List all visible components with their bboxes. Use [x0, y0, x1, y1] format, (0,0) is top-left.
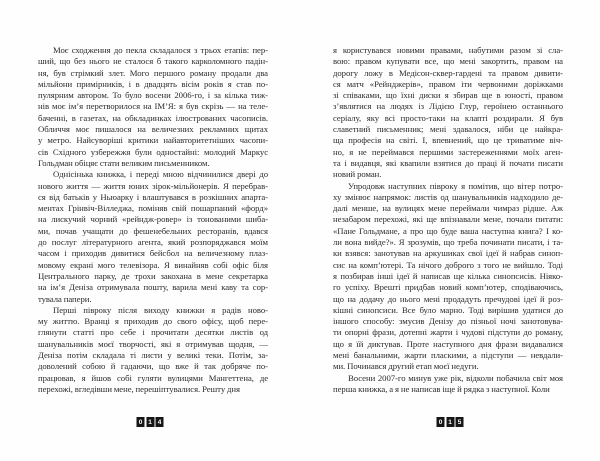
text-line: но, я не переймався першими застереженнями моїх аген-	[333, 146, 563, 157]
text-line: Упродовж наступних півроку я помітив, що вітер потро-	[348, 180, 563, 191]
text-line: пулярним автором. То було восени 2006-го, і за кілька тиж-	[38, 90, 268, 101]
left-page-text	[38, 45, 268, 395]
page-number-digit: 5	[456, 417, 464, 427]
paragraph	[333, 45, 563, 181]
text-line: Однісінька книжка, і переді мною відчинилися двері до	[53, 169, 268, 180]
text-line: перехожі, вгледівши мене, перешіптувалися. Решту дня	[38, 383, 240, 394]
paragraph	[38, 45, 268, 169]
text-line: мені банальними, жарти пласкими, а підступи — невдали-	[333, 350, 563, 361]
text-line: Гольдман обіцяє стати великим письменником.	[38, 157, 210, 168]
text-line: го успіху. Врешті придбав новий комп’ютер, сподіваючись,	[333, 282, 563, 293]
text-line: баченні, в газетах, на обкладинках ілюстрованих часописів.	[38, 112, 268, 123]
text-line: незабаром перехожі, які ще впізнавали мене, почали питати:	[333, 214, 563, 225]
text-line: му життю. Вранці я приходив до свого офісу, щоб пере-	[38, 316, 268, 327]
text-line: мільйони примірників, і в двадцять вісім років я став по-	[38, 78, 268, 89]
text-line: нового життя — життя юних зірок-мільйонерів. Я перебрав-	[38, 180, 268, 191]
page-number-digit: 1	[446, 417, 454, 427]
text-line: перша книжка, а я не написав іще й рядка з наступної. Коли	[333, 383, 550, 394]
text-line: зі співаками, що їхні диски я збирав ще в юності, правом	[333, 90, 563, 101]
text-line: ся матч «Рейнджерів», правом іти червоними доріжками	[333, 78, 563, 89]
text-line: ща професія на світі. І, впевнений, що це триватиме віч-	[333, 135, 563, 146]
page-number-digit: 0	[137, 417, 145, 427]
page-number-digit: 1	[146, 417, 154, 427]
text-line: далі менше, на вулицях мене переймали чимраз рідше. Аж	[333, 203, 563, 214]
text-line: глянути статті про себе і прочитати десятки листів од	[38, 327, 268, 338]
text-line: шанувальників моєї творчості, які я отримував щодня, —	[38, 338, 268, 349]
text-line: та і видавця, які квапили взятися до праці й почати писати	[333, 157, 563, 168]
text-line: ся від батьків у Ньюарку і влаштувався в розкішних апарта-	[38, 191, 268, 202]
text-line: я користувався новими правами, набутими разом зі сла-	[333, 45, 563, 55]
text-line: Восени 2007-го минув уже рік, відколи побачила світ моя	[348, 372, 563, 383]
text-line: працював, я йшов собі гуляти вулицями Мангеттена, де	[38, 372, 268, 383]
text-line: серіалу, яку всі просто-таки на клапті роздирали. Я був	[333, 112, 563, 123]
text-line: ху змінює напрямок: листів од шанувальників надходило де-	[333, 191, 563, 202]
left-page-number	[137, 417, 164, 427]
text-line: новий роман.	[333, 169, 382, 180]
paragraph	[38, 169, 268, 305]
text-line: тувала папери.	[38, 293, 92, 304]
text-line: ментах Грінвіч-Вілледжа, поміняв свій пошарпаний «форд»	[38, 203, 268, 214]
text-line: Перші півроку після виходу книжки я радів ново-	[53, 304, 268, 315]
right-page-number	[437, 417, 464, 427]
paragraph	[333, 373, 563, 396]
text-line: сис на комп’ютері. Та нічого доброго з того не вийшло. Тоді	[333, 259, 563, 270]
page-number-digit: 4	[156, 417, 164, 427]
text-line: Центрального парку, де трохи закохана в мене секретарка	[38, 270, 268, 281]
text-line: ли вона вийде?». Я зрозумів, що треба починати писати, і та-	[333, 237, 563, 248]
text-line: що я їй диктував. Проте наступного дня фрази видавалися	[333, 338, 563, 349]
text-line: нів моє ім’я перетворилося на ІМ’Я: я був скрізь — на теле-	[38, 101, 268, 112]
text-line: іншого способу: змусив Денізу до пізньої ночі занотовува-	[333, 316, 563, 327]
page-number-digit: 0	[437, 417, 445, 427]
text-line: з’являтися на людях із Лідією Глур, героїнею останнього	[333, 101, 563, 112]
text-line: на лискучий чорний «рейндж-ровер» із тонованими шиба-	[38, 214, 268, 225]
text-line: славетний письменник; мені здавалося, ніби це найкра-	[333, 124, 563, 135]
text-line: ми. Починався другий етап моєї недуги.	[333, 361, 479, 372]
text-line: дорогу ложу в Медісон-сквер-гардені та правом дивити-	[333, 67, 563, 78]
paragraph	[333, 181, 563, 373]
right-page[interactable]	[300, 0, 600, 461]
text-line: Моє сходження до пекла складалося з трьох етапів: пер-	[53, 45, 268, 55]
text-line: у метро. Найсуворіші критики найавторитетніших часопи-	[38, 135, 268, 146]
text-line: Деніза потім складала ті листи у великі теки. Потім, за-	[38, 350, 268, 361]
text-line: часом і приходив дивитися бейсбол на величезному плаз-	[38, 248, 268, 259]
text-line: сів Східного узбережжя були одностайні: молодий Маркус	[38, 146, 268, 157]
right-page-text	[333, 45, 563, 395]
text-line: що на додачу до нього мені продадуть пречудові ідеї й роз-	[333, 293, 563, 304]
text-line: кішні синопсиси. Все було марно. Тоді вирішив удатися до	[333, 304, 563, 315]
text-line: я позбирав інші ідеї й написав ще кілька синопсисів. Ніяко-	[333, 270, 563, 281]
text-line: ший, що без нього не сталося б такого карколомного падін-	[38, 56, 268, 67]
text-line: «Пане Гольдмане, а про що буде ваша наступна книга? І ко-	[333, 225, 563, 236]
paragraph	[38, 305, 268, 395]
text-line: ми, почав учащати до фешенебельних ресторанів, вдався	[38, 225, 268, 236]
text-line: ки взявся: занотував на аркушиках свої ідеї й набрав синоп-	[333, 248, 563, 259]
text-line: вою: правом купувати все, що мені закортить, правом на	[333, 56, 563, 67]
text-line: Обличчя моє пишалося на величезних рекламних щитах	[38, 124, 268, 135]
text-line: до послуг літературного агента, який розпоряджався моїм	[38, 237, 268, 248]
text-line: доволений собою й гадаючи, що вже й так добряче по-	[38, 361, 268, 372]
text-line: ня, був стрімкий злет. Мого першого роману продали два	[38, 67, 268, 78]
text-line: на ім’я Деніза отримувала пошту, варила мені каву та сор-	[38, 282, 268, 293]
text-line: ти опорні фрази, дотепні жарти і чудові підступи до роману,	[333, 327, 563, 338]
text-line: мовому екрані мого телевізора. Я винайняв собі офіс біля	[38, 259, 268, 270]
